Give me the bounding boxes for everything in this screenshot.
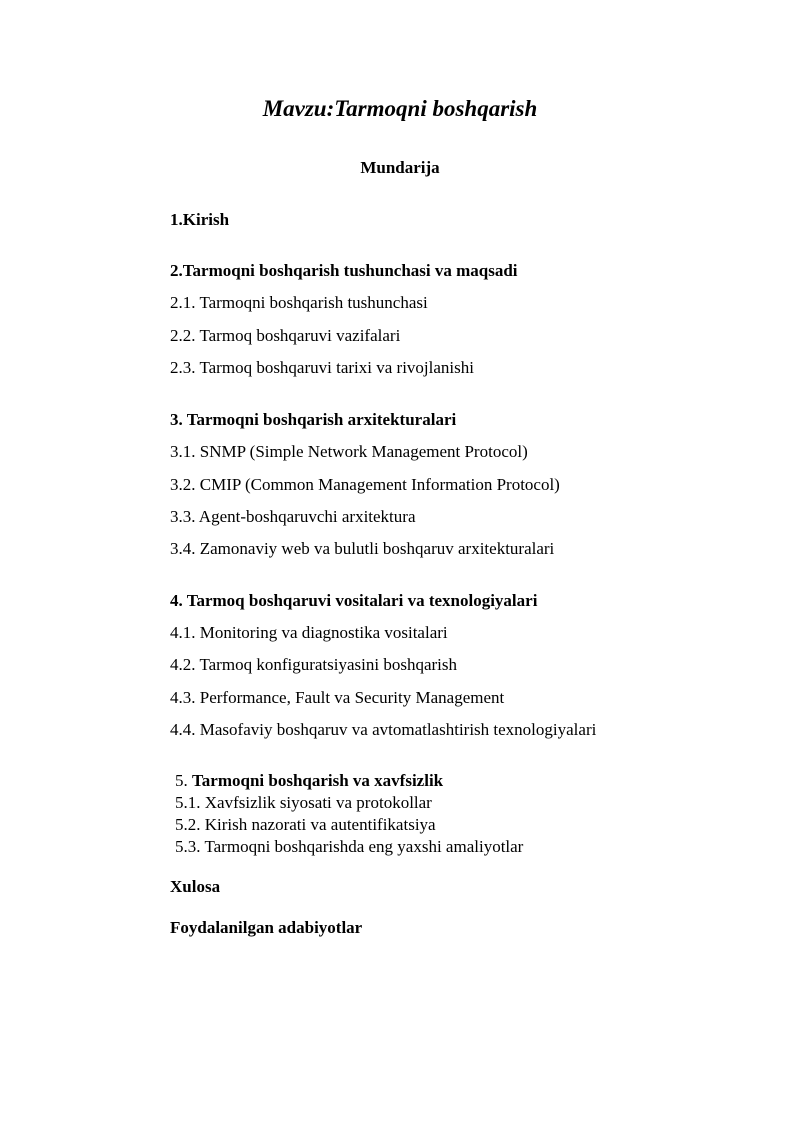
toc-item: 2.3. Tarmoq boshqaruvi tarixi va rivojlanishi bbox=[170, 358, 474, 377]
toc-conclusion: Xulosa bbox=[170, 877, 221, 896]
toc-item: 3.4. Zamonaviy web va bulutli boshqaruv arxitekturalari bbox=[170, 539, 555, 558]
toc-section-5-title: Tarmoqni boshqarish va xavfsizlik bbox=[192, 771, 444, 790]
toc-item: 3.1. SNMP (Simple Network Management Protocol) bbox=[170, 442, 528, 461]
toc-item: 3.2. CMIP (Common Management Information Protocol) bbox=[170, 475, 560, 494]
document-title: Mavzu:Tarmoqni boshqarish bbox=[262, 96, 538, 121]
toc-heading: Mundarija bbox=[360, 158, 440, 177]
toc-item: 2.1. Tarmoqni boshqarish tushunchasi bbox=[170, 293, 428, 312]
toc-section-5-number: 5. bbox=[175, 771, 192, 790]
toc-item: 4.1. Monitoring va diagnostika vositalari bbox=[170, 623, 448, 642]
toc-item: 5.2. Kirish nazorati va autentifikatsiya bbox=[175, 815, 436, 834]
toc-item: 5.1. Xavfsizlik siyosati va protokollar bbox=[175, 793, 432, 812]
toc-section-2-heading: 2.Tarmoqni boshqarish tushunchasi va maqsadi bbox=[170, 261, 518, 280]
toc-references: Foydalanilgan adabiyotlar bbox=[170, 918, 363, 937]
toc-section-3-heading: 3. Tarmoqni boshqarish arxitekturalari bbox=[170, 410, 457, 429]
toc-item: 3.3. Agent-boshqaruvchi arxitektura bbox=[170, 507, 416, 526]
toc-item: 4.4. Masofaviy boshqaruv va avtomatlashtirish texnologiyalari bbox=[170, 720, 597, 739]
toc-intro: 1.Kirish bbox=[170, 210, 230, 229]
toc-section-5-heading bbox=[175, 770, 443, 792]
toc-item: 4.3. Performance, Fault va Security Management bbox=[170, 688, 505, 707]
toc-item: 2.2. Tarmoq boshqaruvi vazifalari bbox=[170, 326, 401, 345]
toc-section-4-heading: 4. Tarmoq boshqaruvi vositalari va texnologiyalari bbox=[170, 591, 538, 610]
toc-item: 5.3. Tarmoqni boshqarishda eng yaxshi amaliyotlar bbox=[175, 837, 524, 856]
toc-item: 4.2. Tarmoq konfiguratsiyasini boshqarish bbox=[170, 655, 457, 674]
